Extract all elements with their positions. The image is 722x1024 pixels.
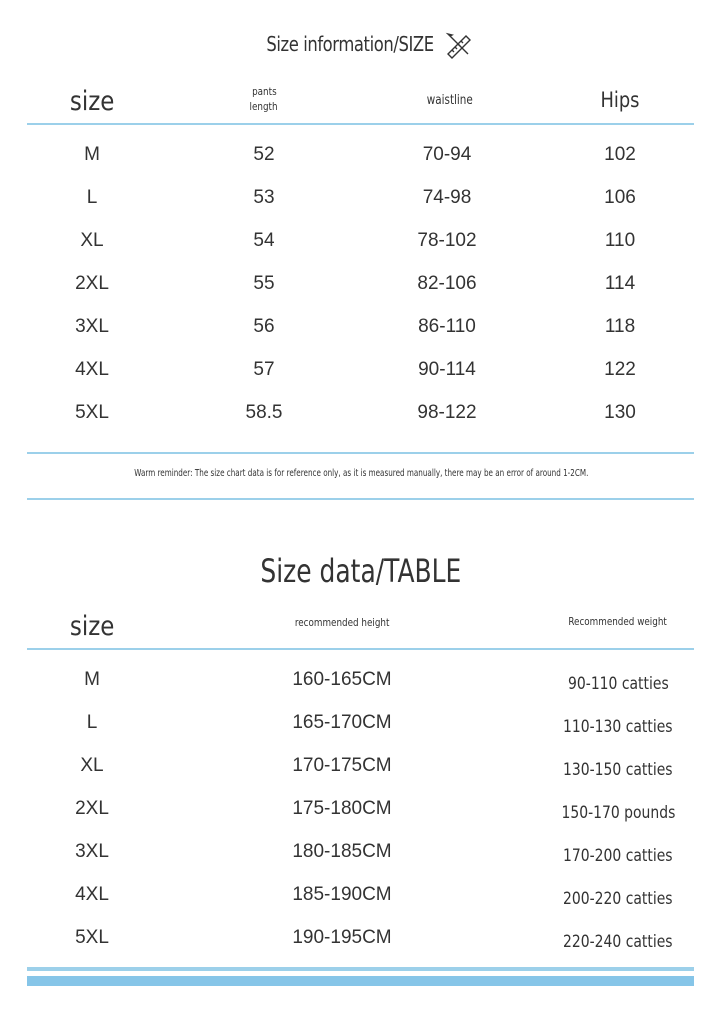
table-row: [0, 837, 722, 867]
table-row: [0, 923, 722, 953]
table-row: [0, 665, 722, 695]
cell-hips: 110: [604, 230, 636, 251]
table-row: [0, 140, 722, 170]
warm-reminder-note: Warm reminder: The size chart data is for reference only, as it is measured manually, there may be an error of around 1-2CM.: [133, 468, 589, 479]
cell-weight: 200-220 catties: [563, 889, 673, 909]
header-recommended-weight: Recommended weight: [568, 615, 668, 628]
cell-height: 175-180CM: [292, 798, 392, 819]
cell-hips: 114: [604, 273, 636, 294]
cell-size: 2XL: [75, 798, 109, 819]
cell-size: 3XL: [75, 316, 109, 337]
header-size: size: [69, 86, 115, 117]
header-waistline: waistline: [426, 93, 474, 108]
table-row: [0, 398, 722, 428]
cell-pants-length: 57: [253, 359, 275, 380]
cell-weight: 150-170 pounds: [561, 803, 675, 823]
size-information-title: [0, 30, 722, 60]
header-pants-length: pants length: [249, 85, 279, 113]
cell-size: 4XL: [75, 884, 109, 905]
cell-weight: 130-150 catties: [563, 760, 673, 780]
cell-hips: 102: [604, 144, 636, 165]
cell-weight: 110-130 catties: [563, 717, 673, 737]
cell-waistline: 78-102: [417, 230, 477, 251]
cell-height: 185-190CM: [292, 884, 392, 905]
table-row: [0, 183, 722, 213]
cell-pants-length: 55: [253, 273, 275, 294]
cell-pants-length: 54: [253, 230, 275, 251]
table1-bottom-rule: [27, 452, 694, 454]
table-row: [0, 269, 722, 299]
size-data-title: Size data/TABLE: [260, 552, 462, 590]
cell-size: M: [84, 669, 100, 690]
cell-height: 165-170CM: [292, 712, 392, 733]
cell-weight: 220-240 catties: [563, 932, 673, 952]
cell-size: M: [84, 144, 100, 165]
note-bottom-rule: [27, 498, 694, 500]
cell-hips: 122: [604, 359, 636, 380]
cell-size: 5XL: [75, 927, 109, 948]
cell-waistline: 74-98: [422, 187, 472, 208]
footer-rule-thick: [27, 976, 694, 986]
table2-header-rule: [27, 648, 694, 650]
table-row: [0, 355, 722, 385]
cell-height: 190-195CM: [292, 927, 392, 948]
cell-pants-length: 58.5: [245, 402, 283, 423]
cell-size: L: [86, 187, 98, 208]
cell-waistline: 82-106: [417, 273, 477, 294]
cell-height: 170-175CM: [292, 755, 392, 776]
table-row: [0, 312, 722, 342]
cell-height: 180-185CM: [292, 841, 392, 862]
table-row: [0, 794, 722, 824]
size-information-title-text: Size information/SIZE: [266, 31, 434, 56]
header2-size: size: [69, 611, 115, 642]
table-row: [0, 880, 722, 910]
cell-size: L: [86, 712, 98, 733]
table-row: [0, 708, 722, 738]
cell-waistline: 86-110: [418, 316, 476, 337]
cell-weight: 90-110 catties: [567, 674, 669, 694]
cell-size: 3XL: [75, 841, 109, 862]
header-hips: Hips: [600, 88, 640, 112]
cell-waistline: 70-94: [422, 144, 472, 165]
cell-size: 4XL: [75, 359, 109, 380]
cell-pants-length: 52: [253, 144, 275, 165]
cell-size: XL: [80, 230, 104, 251]
header-recommended-height: recommended height: [294, 616, 390, 629]
cell-waistline: 90-114: [418, 359, 476, 380]
cell-weight: 170-200 catties: [563, 846, 673, 866]
cell-pants-length: 53: [253, 187, 275, 208]
cell-hips: 106: [604, 187, 636, 208]
cell-waistline: 98-122: [417, 402, 477, 423]
table-row: [0, 226, 722, 256]
footer-rule-thin: [27, 967, 694, 971]
cell-size: 5XL: [75, 402, 109, 423]
cell-height: 160-165CM: [292, 669, 392, 690]
table-row: [0, 751, 722, 781]
cell-size: 2XL: [75, 273, 109, 294]
cell-hips: 130: [604, 402, 636, 423]
cell-hips: 118: [604, 316, 636, 337]
ruler-pencil-icon: [444, 30, 474, 60]
cell-pants-length: 56: [253, 316, 275, 337]
cell-size: XL: [80, 755, 104, 776]
table1-header-rule: [27, 123, 694, 125]
